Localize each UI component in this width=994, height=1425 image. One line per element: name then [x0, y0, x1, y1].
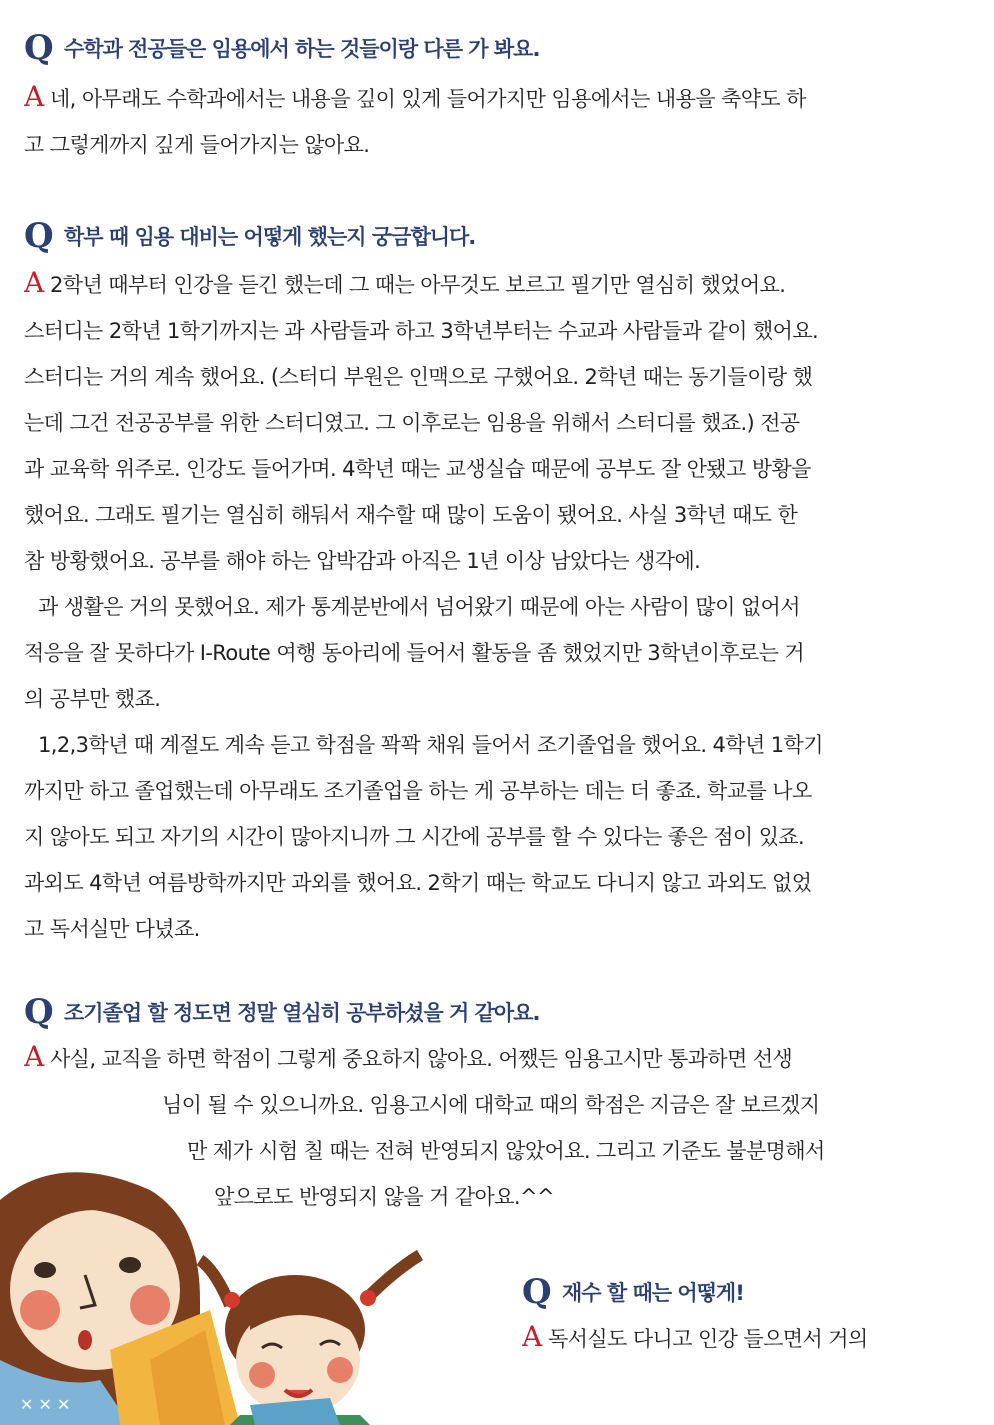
qa-section-4: [522, 1272, 922, 1362]
answer-4: [522, 1314, 922, 1362]
q-mark: Q: [24, 992, 53, 1032]
answer-line: 만 제가 시험 칠 때는 전혀 반영되지 않았어요. 그리고 기준도 불분명해서: [187, 1139, 825, 1163]
answer-line: 는데 그건 전공공부를 위한 스터디였고. 그 이후로는 임용을 위해서 스터디를 했죠.) 전공: [24, 411, 800, 435]
answer-line: 네, 아무래도 수학과에서는 내용을 깊이 있게 들어가지만 임용에서는 내용을 축약도 하: [50, 87, 806, 111]
qa-section-1: [24, 28, 924, 168]
answer-line: 독서실도 다니고 인강 들으면서 거의: [548, 1327, 868, 1351]
answer-2: [24, 260, 924, 952]
question-text: 학부 때 임용 대비는 어떻게 했는지 궁금합니다.: [64, 225, 476, 249]
answer-line: 까지만 하고 졸업했는데 아무래도 조기졸업을 하는 게 공부하는 데는 더 좋죠. 학교를 나오: [24, 779, 812, 803]
a-mark: A: [24, 1040, 44, 1073]
answer-1: [24, 74, 924, 168]
q-mark: Q: [24, 28, 53, 68]
answer-line: 과외도 4학년 여름방학까지만 과외를 했어요. 2학기 때는 학교도 다니지 않고 과외도 없었: [24, 871, 812, 895]
question-text: 수학과 전공들은 임용에서 하는 것들이랑 다른 가 봐요.: [64, 37, 540, 61]
q-mark: Q: [522, 1272, 551, 1312]
question-2: [24, 216, 924, 256]
question-text: 재수 할 때는 어떻게!: [562, 1281, 744, 1305]
a-mark: A: [522, 1320, 542, 1353]
a-mark: A: [24, 266, 44, 299]
svg-text:✕ ✕ ✕: ✕ ✕ ✕: [20, 1395, 71, 1414]
answer-line: 스터디는 2학년 1학기까지는 과 사람들과 하고 3학년부터는 수교과 사람들과 같이 했어요.: [24, 319, 819, 343]
a-mark: A: [24, 80, 44, 113]
answer-line: 고 독서실만 다녔죠.: [24, 917, 200, 941]
answer-line: 고 그렇게까지 깊게 들어가지는 않아요.: [24, 133, 370, 157]
answer-line: 참 방황했어요. 공부를 해야 하는 압박감과 아직은 1년 이상 남았다는 생각에.: [24, 549, 701, 573]
answer-line: 과 교육학 위주로. 인강도 들어가며. 4학년 때는 교생실습 때문에 공부도 잘 안됐고 방황을: [24, 457, 811, 481]
answer-line: 지 않아도 되고 자기의 시간이 많아지니까 그 시간에 공부를 할 수 있다는 좋은 점이 있죠.: [24, 825, 805, 849]
reading-illustration: [0, 1160, 460, 1425]
answer-line: 1,2,3학년 때 계절도 계속 듣고 학점을 꽉꽉 채워 들어서 조기졸업을 했어요. 4학년 1학기: [38, 733, 823, 757]
question-text: 조기졸업 할 정도면 정말 열심히 공부하셨을 거 같아요.: [64, 1001, 540, 1025]
answer-line: 앞으로도 반영되지 않을 거 같아요.^^: [214, 1185, 554, 1209]
answer-line: 했어요. 그래도 필기는 열심히 해둬서 재수할 때 많이 도움이 됐어요. 사실 3학년 때도 한: [24, 503, 798, 527]
question-4: [522, 1272, 922, 1312]
answer-line: 2학년 때부터 인강을 듣긴 했는데 그 때는 아무것도 보르고 필기만 열심히 했었어요.: [50, 273, 786, 297]
answer-line: 과 생활은 거의 못했어요. 제가 통계분반에서 넘어왔기 때문에 아는 사람이 많이 없어서: [38, 595, 800, 619]
answer-line: 적응을 잘 못하다가 I-Route 여행 동아리에 들어서 활동을 좀 했었지만 3학년이후로는 거: [24, 641, 805, 665]
answer-line: 스터디는 거의 계속 했어요. (스터디 부원은 인맥으로 구했어요. 2학년 때는 동기들이랑 했: [24, 365, 813, 389]
question-1: [24, 28, 924, 68]
qa-section-2: [24, 216, 924, 952]
answer-line: 님이 될 수 있으니까요. 임용고시에 대학교 때의 학점은 지금은 잘 보르겠지: [162, 1093, 820, 1117]
question-3: [24, 992, 924, 1032]
answer-line: 사실, 교직을 하면 학점이 그렇게 중요하지 않아요. 어쨌든 임용고시만 통과하면 선생: [50, 1047, 793, 1071]
q-mark: Q: [24, 216, 53, 256]
answer-line: 의 공부만 했죠.: [24, 687, 161, 711]
